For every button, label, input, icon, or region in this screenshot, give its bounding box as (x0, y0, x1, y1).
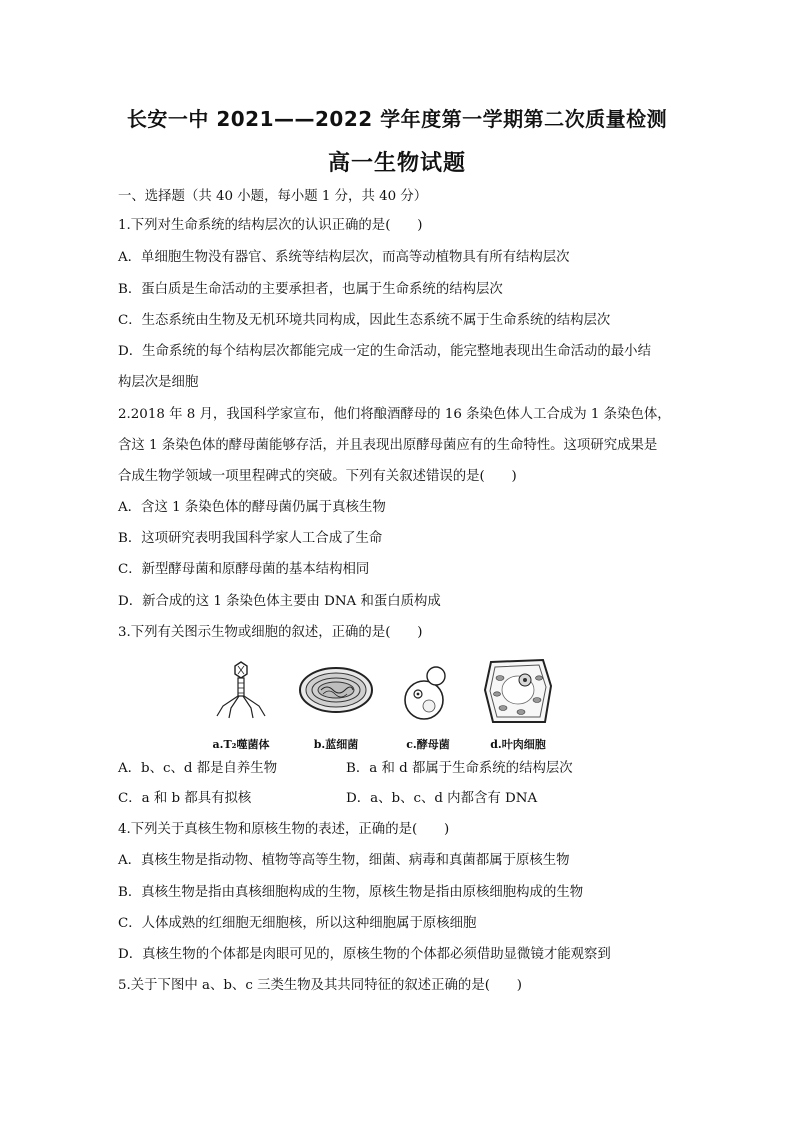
q4-option-d: D．真核生物的个体都是肉眼可见的，原核生物的个体都必须借助显微镜才能观察到 (118, 947, 611, 962)
phage-illustration (205, 656, 277, 752)
exam-subtitle: 高一生物试题 (327, 151, 466, 176)
q2-option-b: B．这项研究表明我国科学家人工合成了生命 (118, 531, 383, 546)
q1-option-d-line2: 构层次是细胞 (118, 375, 199, 390)
q4-stem: 4.下列关于真核生物和原核生物的表述，正确的是( ) (118, 822, 450, 837)
q1-option-c: C．生态系统由生物及无机环境共同构成，因此生态系统不属于生命系统的结构层次 (118, 313, 611, 328)
q5-stem: 5.关于下图中 a、b、c 三类生物及其共同特征的叙述正确的是( ) (118, 978, 522, 993)
mesophyll-cell-illustration (481, 656, 555, 752)
q4-option-a: A．真核生物是指动物、植物等高等生物，细菌、病毒和真菌都属于原核生物 (118, 853, 570, 868)
q1-option-d-line1: D．生命系统的每个结构层次都能完成一定的生命活动，能完整地表现出生命活动的最小结 (118, 344, 651, 359)
q3-option-c: C．a 和 b 都具有拟核 (118, 791, 252, 806)
q3-option-b: B．a 和 d 都属于生命系统的结构层次 (346, 761, 573, 776)
q2-option-a: A．含这 1 条染色体的酵母菌仍属于真核生物 (118, 500, 386, 515)
caption-d: d.叶肉细胞 (490, 738, 546, 751)
caption-b: b.蓝细菌 (313, 738, 359, 751)
q2-option-d: D．新合成的这 1 条染色体主要由 DNA 和蛋白质构成 (118, 594, 441, 609)
cyanobacteria-illustration (297, 656, 375, 752)
q1-stem: 1.下列对生命系统的结构层次的认识正确的是( ) (118, 218, 423, 233)
q2-stem-line2: 含这 1 条染色体的酵母菌能够存活，并且表现出原酵母菌应有的生命特性。这项研究成果是 (118, 438, 658, 453)
exam-title: 长安一中 2021——2022 学年度第一学期第二次质量检测 (126, 107, 668, 131)
section-heading: 一、选择题（共 40 小题，每小题 1 分，共 40 分） (118, 189, 428, 204)
q4-option-c: C．人体成熟的红细胞无细胞核，所以这种细胞属于原核细胞 (118, 916, 477, 931)
q4-option-b: B．真核生物是指由真核细胞构成的生物，原核生物是指由原核细胞构成的生物 (118, 885, 584, 900)
q3-option-d: D．a、b、c、d 内都含有 DNA (346, 791, 538, 806)
q3-option-a: A．b、c、d 都是自养生物 (118, 761, 278, 776)
caption-c: c.酵母菌 (406, 738, 450, 751)
q2-stem-line3: 合成生物学领域一项里程碑式的突破。下列有关叙述错误的是( ) (118, 469, 517, 484)
caption-a: a.T₂噬菌体 (212, 738, 270, 751)
q1-option-b: B．蛋白质是生命活动的主要承担者，也属于生命系统的结构层次 (118, 282, 503, 297)
q2-option-c: C．新型酵母菌和原酵母菌的基本结构相同 (118, 562, 370, 577)
q3-figure (205, 656, 565, 752)
q1-option-a: A．单细胞生物没有器官、系统等结构层次，而高等动植物具有所有结构层次 (118, 250, 570, 265)
q2-stem-line1: 2.2018 年 8 月，我国科学家宣布，他们将酿酒酵母的 16 条染色体人工合成为 1 条染色体， (118, 407, 671, 422)
yeast-illustration (398, 656, 458, 752)
q3-stem: 3.下列有关图示生物或细胞的叙述，正确的是( ) (118, 625, 423, 640)
